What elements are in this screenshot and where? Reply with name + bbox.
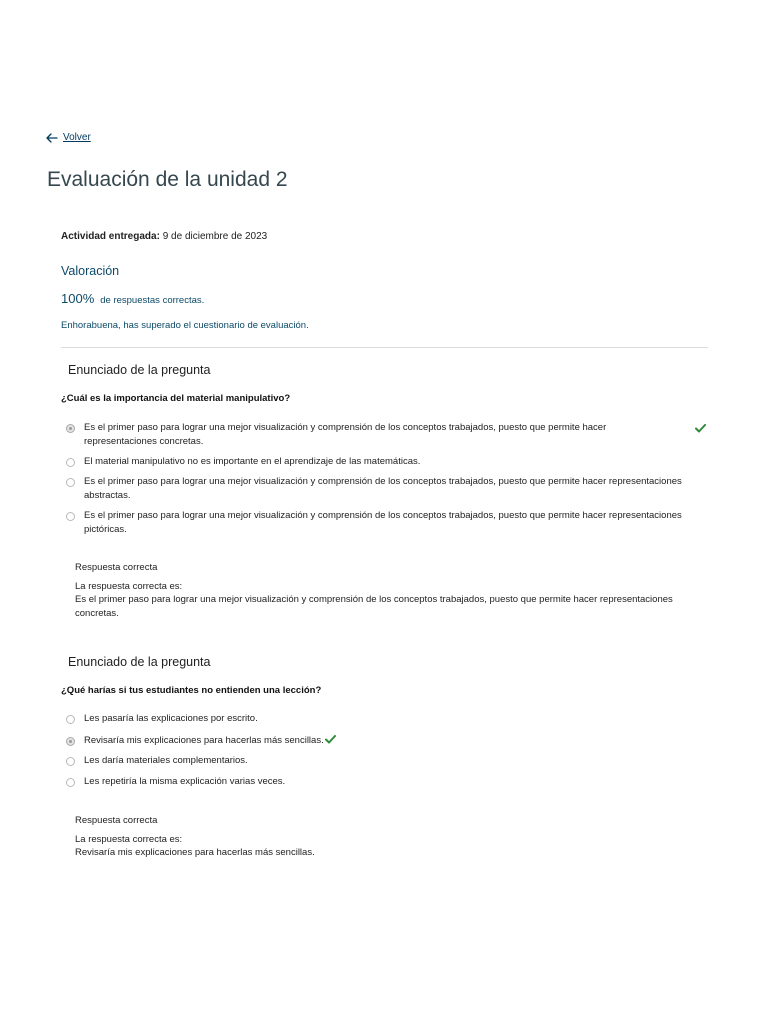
answer-option[interactable]: [66, 421, 706, 448]
option-text: Es el primer paso para lograr una mejor visualización y comprensión de los conceptos trabajados, puesto que permite hacer representaciones abstractas.: [84, 476, 682, 501]
feedback-title: Respuesta correcta: [75, 815, 158, 826]
option-text: Les repetiría la misma explicación varias veces.: [84, 776, 286, 787]
option-text: Les pasaría las explicaciones por escrito.: [84, 713, 258, 724]
feedback-box: [75, 561, 715, 620]
option-text-wrap: [84, 734, 336, 749]
submission-label: Actividad entregada:: [61, 231, 160, 242]
option-text: Revisaría mis explicaciones para hacerlas más sencillas.: [84, 735, 324, 746]
feedback-intro: La respuesta correcta es:: [75, 833, 183, 845]
question-text: ¿Qué harías si tus estudiantes no entienden una lección?: [61, 685, 322, 696]
radio-button[interactable]: [66, 757, 75, 766]
back-link-label[interactable]: Volver: [63, 132, 91, 143]
feedback-box: [75, 814, 715, 860]
score-row: [61, 291, 204, 306]
feedback-answer: Es el primer paso para lograr una mejor visualización y comprensión de los conceptos trabajados, puesto que permite hacer representaciones concretas.: [75, 594, 673, 619]
option-text: El material manipulativo no es importante en el aprendizaje de las matemáticas.: [84, 456, 421, 467]
answer-option[interactable]: [66, 475, 706, 502]
question-heading: Enunciado de la pregunta: [68, 363, 211, 377]
back-link[interactable]: [46, 132, 91, 143]
radio-button[interactable]: [66, 512, 75, 521]
question-text: ¿Cuál es la importancia del material manipulativo?: [61, 393, 291, 404]
answer-option[interactable]: [66, 754, 706, 768]
divider: [61, 347, 708, 348]
question-heading: Enunciado de la pregunta: [68, 655, 211, 669]
answer-option[interactable]: [66, 712, 706, 726]
radio-button[interactable]: [66, 478, 75, 487]
feedback-answer: Revisaría mis explicaciones para hacerlas más sencillas.: [75, 847, 315, 858]
submission-info: [61, 231, 267, 242]
checkmark-icon: [695, 420, 706, 438]
assessment-heading: Valoración: [61, 264, 120, 278]
feedback-intro: La respuesta correcta es:: [75, 580, 183, 592]
submission-date: 9 de diciembre de 2023: [162, 231, 268, 242]
page-title: Evaluación de la unidad 2: [47, 168, 288, 191]
answer-option[interactable]: [66, 455, 706, 469]
checkmark-icon: [325, 735, 336, 749]
answer-option[interactable]: [66, 775, 706, 789]
result-message: Enhorabuena, has superado el cuestionario de evaluación.: [61, 320, 309, 331]
answer-option[interactable]: [66, 734, 706, 749]
score-text: de respuestas correctas.: [100, 295, 205, 306]
score-value: 100%: [61, 291, 95, 306]
answer-option[interactable]: [66, 509, 706, 536]
radio-button[interactable]: [66, 458, 75, 467]
option-text: Les daría materiales complementarios.: [84, 755, 248, 766]
radio-button[interactable]: [66, 737, 75, 746]
option-text: Es el primer paso para lograr una mejor visualización y comprensión de los conceptos trabajados, puesto que permite hacer representaciones concretas.: [84, 422, 607, 447]
radio-button[interactable]: [66, 715, 75, 724]
radio-button[interactable]: [66, 778, 75, 787]
feedback-title: Respuesta correcta: [75, 562, 158, 573]
radio-button[interactable]: [66, 424, 75, 433]
option-text: Es el primer paso para lograr una mejor visualización y comprensión de los conceptos trabajados, puesto que permite hacer representaciones pictóricas.: [84, 510, 682, 535]
arrow-left-icon: [46, 133, 58, 143]
